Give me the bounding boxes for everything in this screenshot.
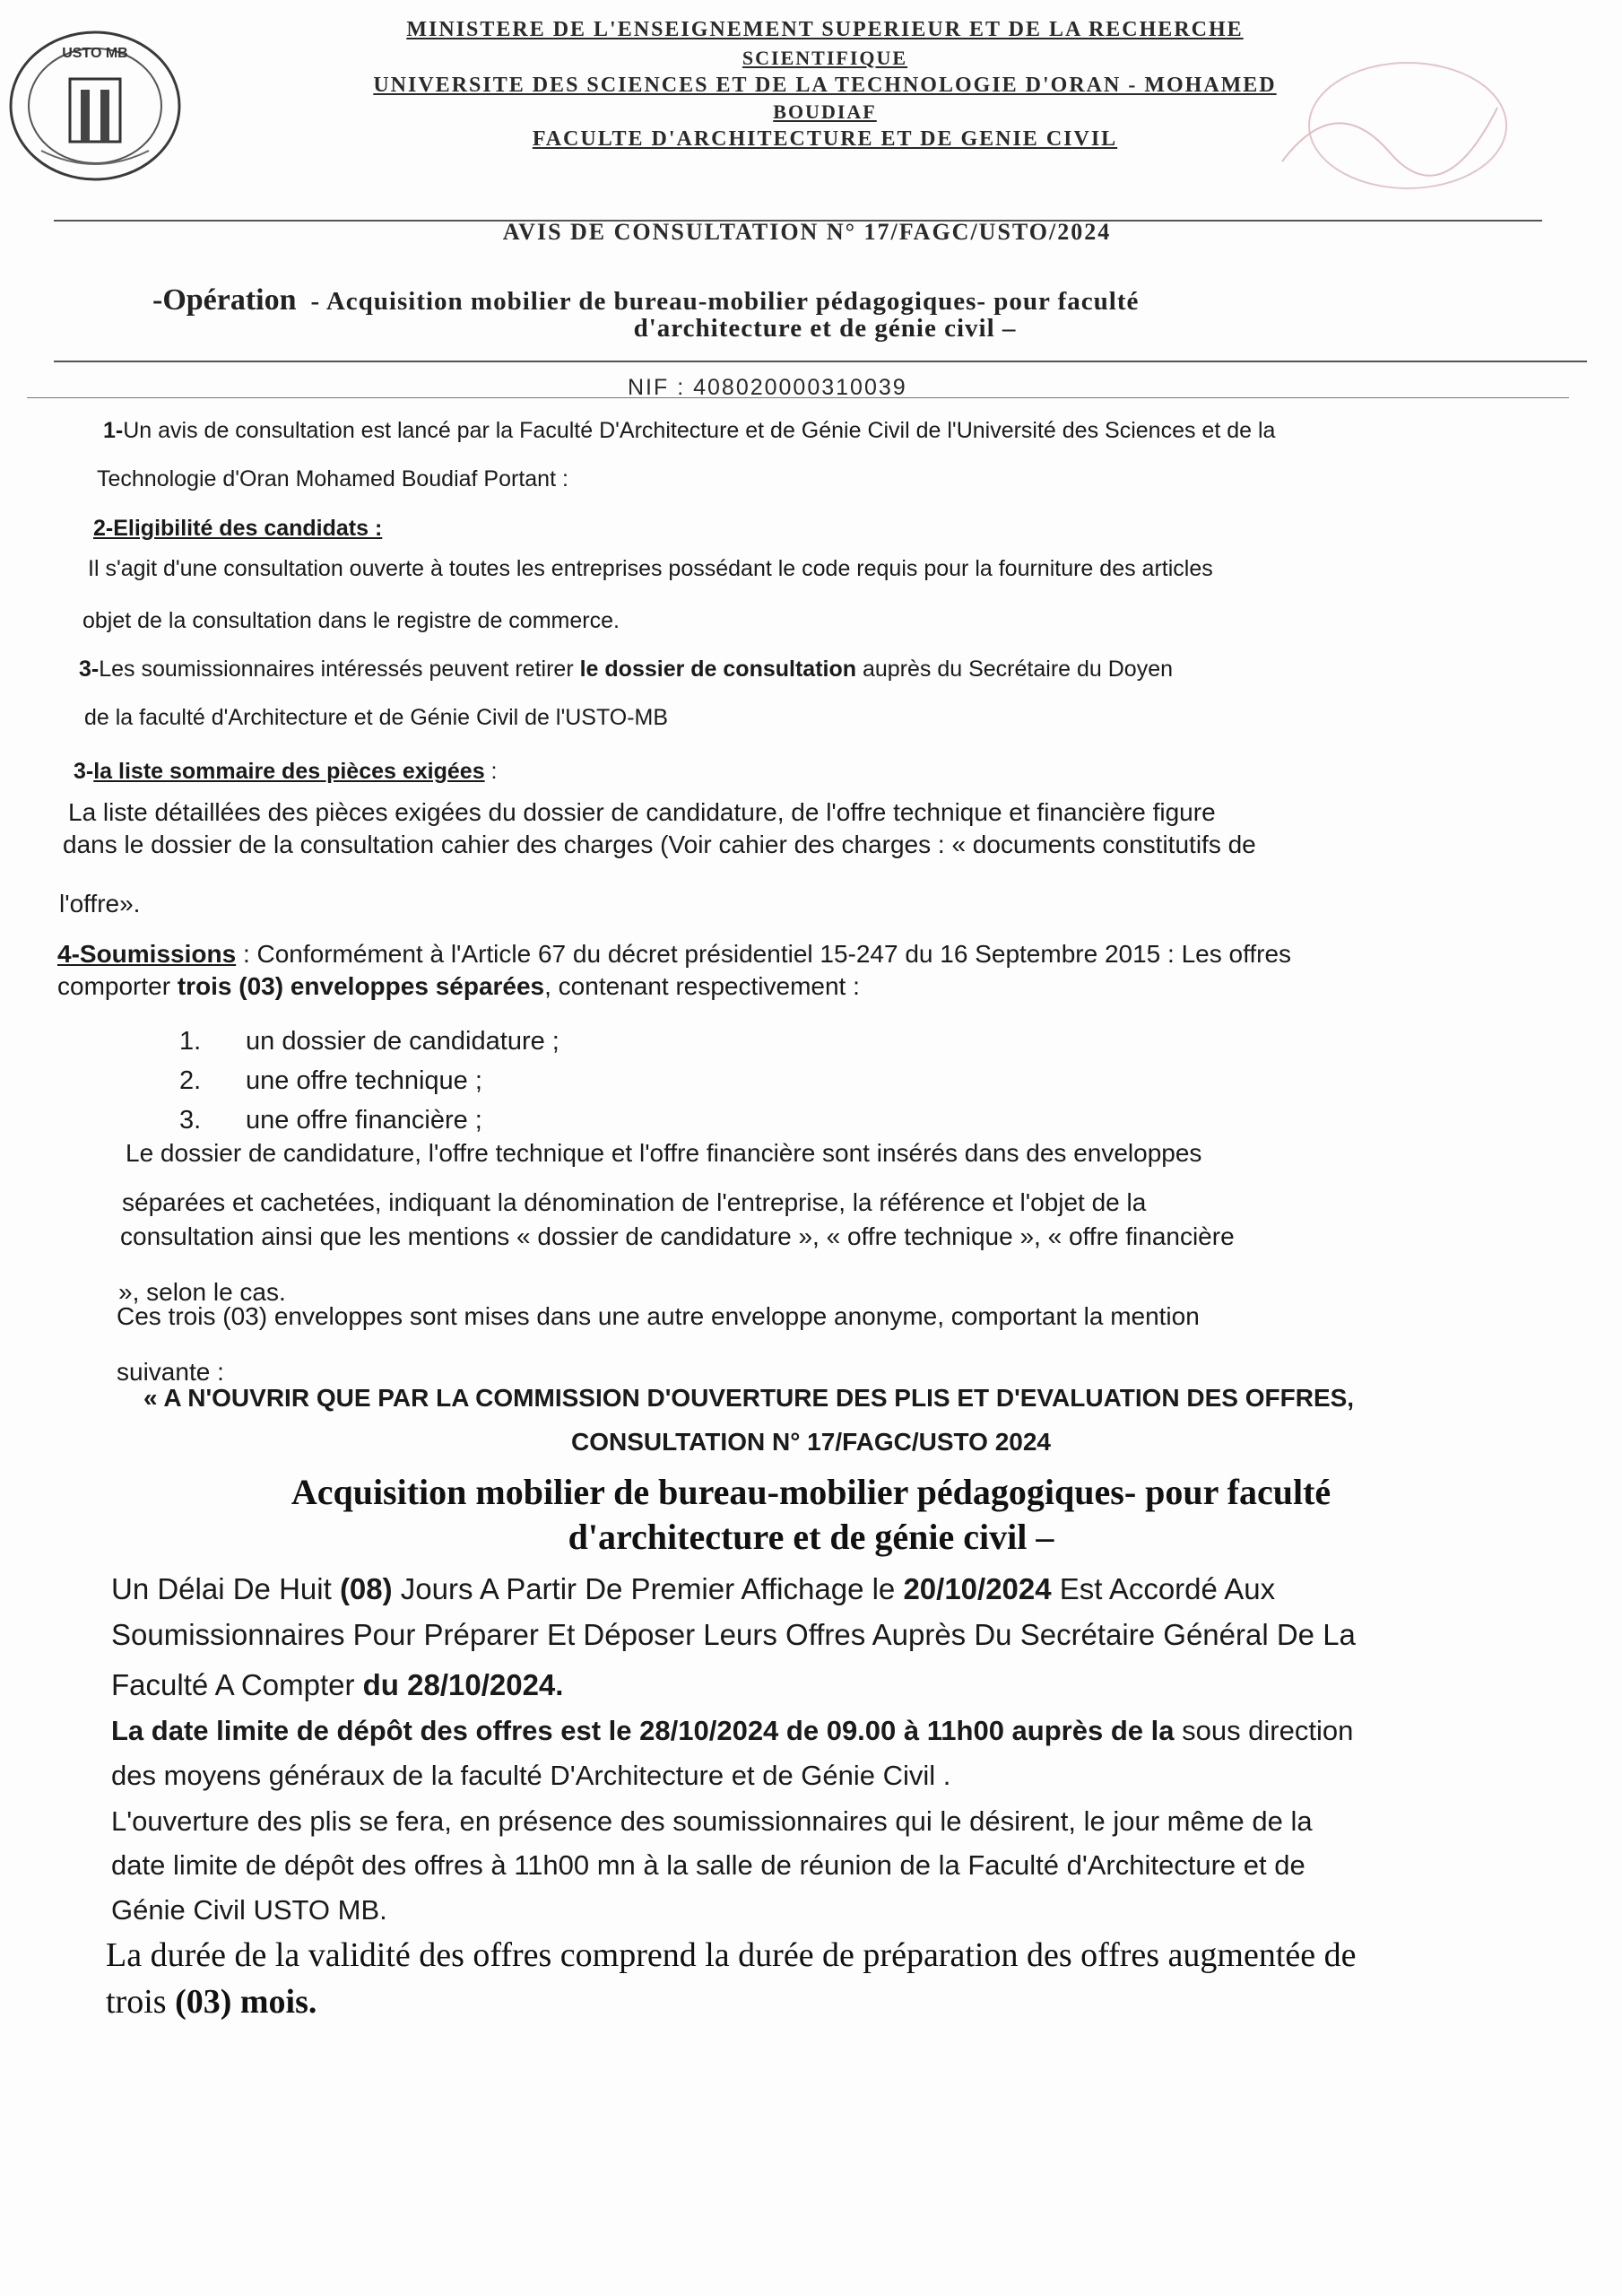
operation-text-line-1: - Acquisition mobilier de bureau-mobilier pédagogiques- pour faculté [310,287,1140,316]
university-seal-icon [5,25,185,187]
operation-text-line-2: d'architecture et de génie civil – [633,314,1017,343]
section-3b-title: la liste sommaire des pièces exigées [93,759,485,784]
delai-end-date: du 28/10/2024. [362,1668,564,1701]
operation-row [152,283,1497,317]
section-4-heading: 4-Soumissions [57,940,237,968]
delai-text-3a: Faculté A Compter [111,1668,363,1701]
delai-days: (08) [339,1572,393,1605]
section-2-heading: 2-Eligibilité des candidats : [93,516,383,541]
paragraph-1-line-1: Le dossier de candidature, l'offre technique et l'offre financière sont insérés dans des enveloppes [126,1139,1202,1167]
section-4-text: : Conformément à l'Article 67 du décret présidentiel 15-247 du 16 Septembre 2015 : Les offres [236,940,1292,968]
paragraph-1-line-2: séparées et cachetées, indiquant la dénomination de l'entreprise, la référence et l'objet de la [122,1188,1147,1216]
faculty-line: FACULTE D'ARCHITECTURE ET DE GENIE CIVIL [532,127,1118,151]
list-item [179,1066,559,1106]
list-item-text: une offre technique ; [246,1066,482,1095]
list-item-number: 1. [179,1027,202,1056]
list-item [179,1027,559,1066]
section-3a-line-2: de la faculté d'Architecture et de Génie Civil de l'USTO-MB [84,705,669,730]
list-item-number: 2. [179,1066,202,1095]
section-3b-heading [74,759,498,785]
section-2-line-2: objet de la consultation dans le registre de commerce. [82,608,620,633]
university-line-2: BOUDIAF [773,100,877,123]
opening-line-2: date limite de dépôt des offres à 11h00 mn à la salle de réunion de la Faculté d'Architecture et de [111,1849,1305,1881]
section-3a-line-1 [79,657,1173,683]
list-item-number: 3. [179,1106,202,1135]
operation-title-line-1: Acquisition mobilier de bureau-mobilier pédagogiques- pour faculté [291,1472,1331,1512]
list-item-text: une offre financière ; [246,1106,482,1135]
mention-line-2: CONSULTATION N° 17/FAGC/USTO 2024 [571,1428,1051,1456]
section-3b-colon: : [484,759,498,784]
date-limit-post: sous direction [1174,1715,1354,1746]
section-4-line-2 [57,972,860,1001]
section-2-line-1: Il s'agit d'une consultation ouverte à toutes les entreprises possédant le code requis pour la fourniture des articles [88,556,1213,581]
operation-label: -Opération [152,283,297,317]
operation-title-line-2: d'architecture et de génie civil – [568,1517,1054,1557]
section-3a-bold: le dossier de consultation [579,657,857,682]
seal-text: USTO MB [62,46,128,61]
date-limit-line-2: des moyens généraux de la faculté D'Architecture et de Génie Civil . [111,1760,951,1791]
delai-line-1 [111,1572,1275,1606]
section-3b-line-2: dans le dossier de la consultation cahier des charges (Voir cahier des charges : « documents constitutifs de [63,831,1256,858]
section-3b-number: 3- [74,759,94,784]
required-envelopes-list [179,1027,559,1145]
paragraph-1-line-4: », selon le cas. [118,1278,286,1306]
delai-text-c: Jours A Partir De Premier Affichage le [392,1572,904,1605]
date-limit-bold: La date limite de dépôt des offres est le 28/10/2024 de 09.00 à 11h00 auprès de la [111,1715,1175,1746]
section-1-line-2: Technologie d'Oran Mohamed Boudiaf Portant : [97,466,568,491]
operation-divider [54,361,1587,362]
section-1-number: 1- [103,418,124,443]
list-item-text: un dossier de candidature ; [246,1027,559,1056]
section-4-line-2-bold: trois (03) enveloppes séparées [177,972,545,1000]
section-3b-line-3: l'offre». [59,890,141,918]
paragraph-2-line-2: suivante : [117,1358,224,1386]
section-3a-number: 3- [79,657,100,682]
mention-line-1: « A N'OUVRIR QUE PAR LA COMMISSION D'OUVERTURE DES PLIS ET D'EVALUATION DES OFFRES, [143,1384,1355,1412]
notice-title: AVIS DE CONSULTATION N° 17/FAGC/USTO/2024 [502,219,1112,245]
ministry-line-1: MINISTERE DE L'ENSEIGNEMENT SUPERIEUR ET DE LA RECHERCHE [406,18,1244,41]
paragraph-2-line-1: Ces trois (03) enveloppes sont mises dans une autre enveloppe anonyme, comportant la mention [117,1302,1200,1330]
section-3b-line-1: La liste détaillées des pièces exigées du dossier de candidature, de l'offre technique et financière figure [68,798,1216,826]
nif-number: NIF : 408020000310039 [628,375,907,400]
university-line-1: UNIVERSITE DES SCIENCES ET DE LA TECHNOLOGIE D'ORAN - MOHAMED [373,74,1277,97]
section-1-text: Un avis de consultation est lancé par la Faculté D'Architecture et de Génie Civil de l'Université des Sciences et de la [123,418,1276,443]
section-4-line-2-post: , contenant respectivement : [544,972,860,1000]
section-3a-text: Les soumissionnaires intéressés peuvent retirer [99,657,580,682]
section-1-line-1 [103,418,1275,444]
section-4-line-1 [57,940,1291,969]
validity-line-1: La durée de la validité des offres comprend la durée de préparation des offres augmentée de [106,1936,1357,1974]
delai-start-date: 20/10/2024 [903,1572,1052,1605]
section-3a-post: auprès du Secrétaire du Doyen [856,657,1174,682]
section-4-line-2-pre: comporter [57,972,178,1000]
opening-line-3: Génie Civil USTO MB. [111,1894,387,1926]
delai-text-a: Un Délai De Huit [111,1572,340,1605]
opening-line-1: L'ouverture des plis se fera, en présence des soumissionnaires qui le désirent, le jour même de la [111,1805,1313,1837]
ministry-line-2: SCIENTIFIQUE [742,47,908,69]
validity-text: trois [106,1983,176,2021]
date-limit-line-1 [111,1715,1353,1747]
validity-line-2 [106,1982,317,2022]
delai-line-2: Soumissionnaires Pour Préparer Et Déposer Leurs Offres Auprès Du Secrétaire Général De La [111,1618,1356,1651]
paragraph-1-line-3: consultation ainsi que les mentions « dossier de candidature », « offre technique », « offre financière [120,1222,1235,1250]
delai-text-e: Est Accordé Aux [1051,1572,1276,1605]
validity-duration: (03) mois. [175,1983,317,2021]
delai-line-3 [111,1668,563,1702]
